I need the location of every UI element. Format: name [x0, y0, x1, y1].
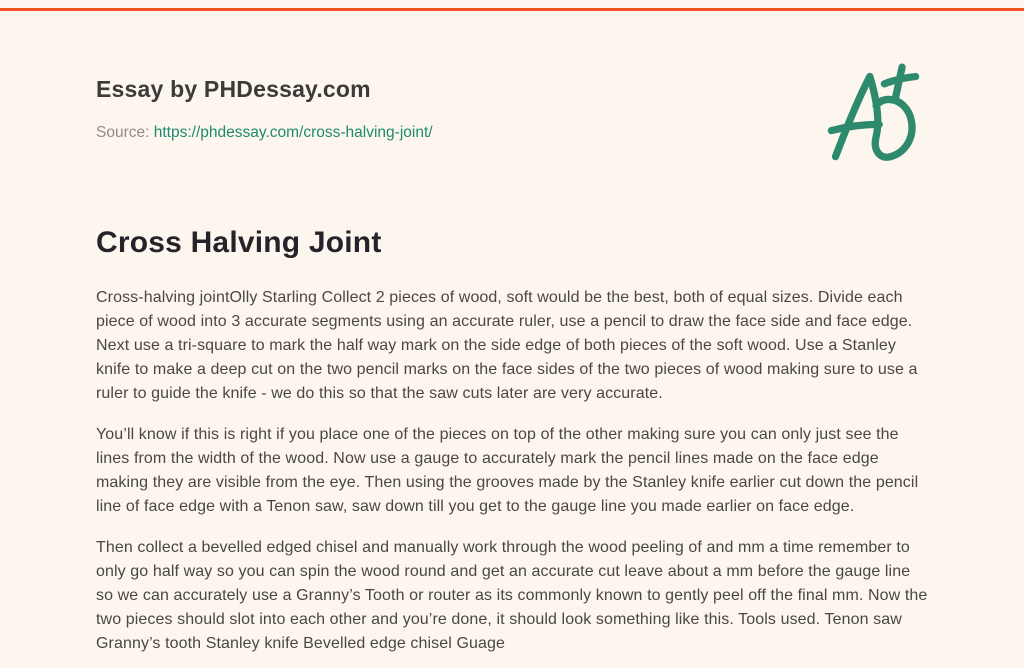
- essay-paragraph-3: Then collect a bevelled edged chisel and manually work through the wood peeling of and mm a time remember to only go half way so you can spin the wood round and get an accurate cut leave about a mm before the gauge line so we can accurately use a Granny’s Tooth or router as its commonly known to gently peel off the final mm. Now the two pieces should slot into each other and you’re done, it should look something like this. Tools used. Tenon saw Granny’s tooth Stanley knife Bevelled edge chisel Guage: [96, 538, 928, 652]
- essay-title: Cross Halving Joint: [96, 226, 382, 259]
- a-plus-logo-icon: [822, 62, 926, 166]
- source-label: Source:: [96, 124, 150, 141]
- top-accent-bar: [0, 8, 1024, 11]
- essay-paragraph-1: Cross-halving jointOlly Starling Collect 2 pieces of wood, soft would be the best, both of equal sizes. Divide each piece of wood into 3 accurate segments using an accurate ruler, use a pencil to draw the face side and face edge. Next use a tri-square to mark the half way mark on the side edge of both pieces of the soft wood. Use a Stanley knife to make a deep cut on the two pencil marks on the face sides of the two pieces of wood making sure to use a ruler to guide the knife - we do this so that the saw cuts later are very accurate.: [96, 288, 918, 402]
- essay-body: [96, 224, 928, 668]
- page-title: Essay by PHDessay.com: [96, 76, 371, 102]
- essay-paragraph-2: You’ll know if this is right if you place one of the pieces on top of the other making sure you can only just see the lines from the width of the wood. Now use a gauge to accurately mark the pencil lines made on the face edge making they are visible from the eye. Then using the grooves made by the Stanley knife earlier cut down the pencil line of face edge with a Tenon saw, saw down till you get to the gauge line you made earlier on face edge.: [96, 425, 919, 515]
- source-link[interactable]: https://phdessay.com/cross-halving-joint/: [153, 124, 433, 141]
- source-line: [96, 124, 433, 142]
